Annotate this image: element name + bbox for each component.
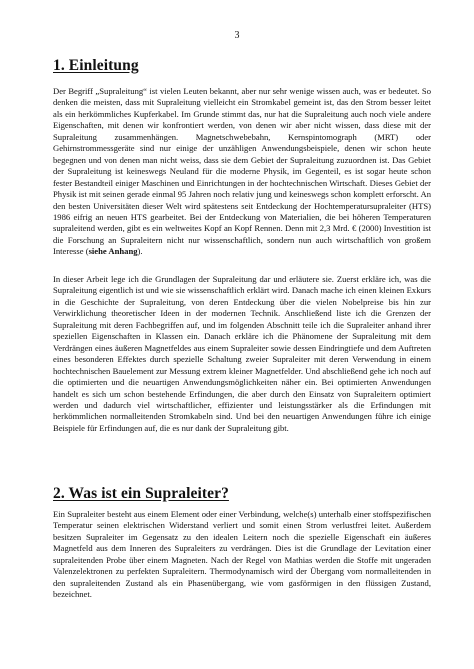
- paragraph-definition: Ein Supraleiter besteht aus einem Element oder einer Verbindung, welche(s) unterhalb einer stoffspezifischen Temperatur seinen elektrischen Widerstand verliert und somit einen Strom verlustfrei leitet. Außerdem besitzen Supraleiter im Gegensatz zu den idealen Leitern noch die spezielle Eigenschaft ein äußeres Magnetfeld aus dem Inneren des Supraleiters zu verdrängen. Dies ist die Grundlage der Levitation einer supraleitenden Probe über einem Magneten. Nach der Regel von Mathias werden die Stoffe mit ungeraden Valenzelektronen zu perfekten Supraleitern. Thermodynamisch wird der Übergang vom normalleitenden in den supraleitenden Zustand als ein Phasenübergang, wie vom gasförmigen in den flüssigen Zustand, bezeichnet.: [53, 509, 431, 600]
- paragraph-intro-end: ).: [137, 246, 143, 257]
- paragraph-intro-text: Der Begriff „Supraleitung“ ist vielen Leuten bekannt, aber nur sehr wenige wissen auch, was er bedeutet. So denken die meisten, dass mit Supraleitung vielleicht ein Stromkabel gemeint ist, das den Strom besser leitet als ein herkömmliches Kupferkabel. Im Grunde stimmt das, nur hat die Supraleitung auch noch viele andere Eigenschaften, mit denen wir konfrontiert werden, von denen wir aber nicht wissen, dass diese mit der Supraleitung zusammenhängen. Magnetschwebebahn, Kernspintomograph (MRT) oder Gehirnstrommessgeräte sind nur einige der unzähligen Anwendungsbeispiele, denen wir schon heute begegnen und von denen man nicht weiss, dass sie dem Gebiet der Supraleitung zuzuordnen ist. Das Gebiet der Supraleitung ist keineswegs Neuland für die moderne Physik, im Gegenteil, es ist sogar heute schon fester Bestandteil einiger Maschinen und Einrichtungen in der hochtechnischen Wirtschaft. Dieses Gebiet der Physik ist mit seinen gerade einmal 95 Jahren noch relativ jung und keineswegs schon komplett erforscht. An den besten Universitäten dieser Welt wird spätestens seit Entdeckung der Hochtemperatursupraleiter (HTS) 1986 eifrig an neuen HTS gearbeitet. Bei der Entdeckung von Materialien, die bei höheren Temperaturen supraleitend werden, gibt es ein weltweites Kopf an Kopf Rennen. Denn mit 2,3 Mrd. € (2000) Investition ist die Forschung an Supraleitern nicht nur wissenschaftlich, sondern nun auch wirtschaftlich von großem Interesse (: [53, 86, 431, 257]
- appendix-reference: siehe Anhang: [88, 246, 138, 257]
- paragraph-outline: In dieser Arbeit lege ich die Grundlagen der Supraleitung dar und erläutere sie. Zuerst erkläre ich, was die Supraleitung eigentlich ist und wie sie wissenschaftlich erklärt wird. Danach mache ich einen kleinen Exkurs in die Geschichte der Supraleitung, von deren Entdeckung über die vielen Nobelpreise bis hin zur Verwirklichung theoretischer Ideen in der modernen Technik. Anschließend liste ich die Grenzen der Supraleitung mit deren Fachbegriffen auf, und im folgenden Abschnitt teile ich die Supraleiter anhand ihrer speziellen Eigenschaften in Klassen ein. Danach erkläre ich die Phänomene der Supraleitung mit dem Verdrängen eines äußeren Magnetfeldes aus einem Supraleiter sowie dessen Eindringtiefe und dem Auftreten eines besonderen Effektes durch spezielle Schaltung zweier Supraleiter mit deren Verwendung in einem hochtechnischen Bauelement zur Messung extrem kleiner Magnetfelder. Und abschließend gehe ich noch auf die optimierten und die neuartigen Anwendungsmöglichkeiten näher ein. Bei optimierten Anwendungen handelt es sich um schon bestehende Erfindungen, die aber durch den Einsatz von Supraleitern optimiert werden und dadurch viel wirtschaftlicher, effizienter und leistungsstärker als die Erfindungen mit herkömmlichen normalleitenden Stromkabeln sind. Und bei den neuartigen Anwendungen führe ich einige Beispiele für Erfindungen auf, die es nur dank der Supraleitung gibt.: [53, 274, 431, 433]
- section-heading-einleitung: 1. Einleitung: [53, 57, 139, 74]
- page-number: 3: [234, 30, 240, 41]
- section-heading-supraleiter: 2. Was ist ein Supraleiter?: [53, 485, 229, 502]
- paragraph-intro: [53, 86, 431, 258]
